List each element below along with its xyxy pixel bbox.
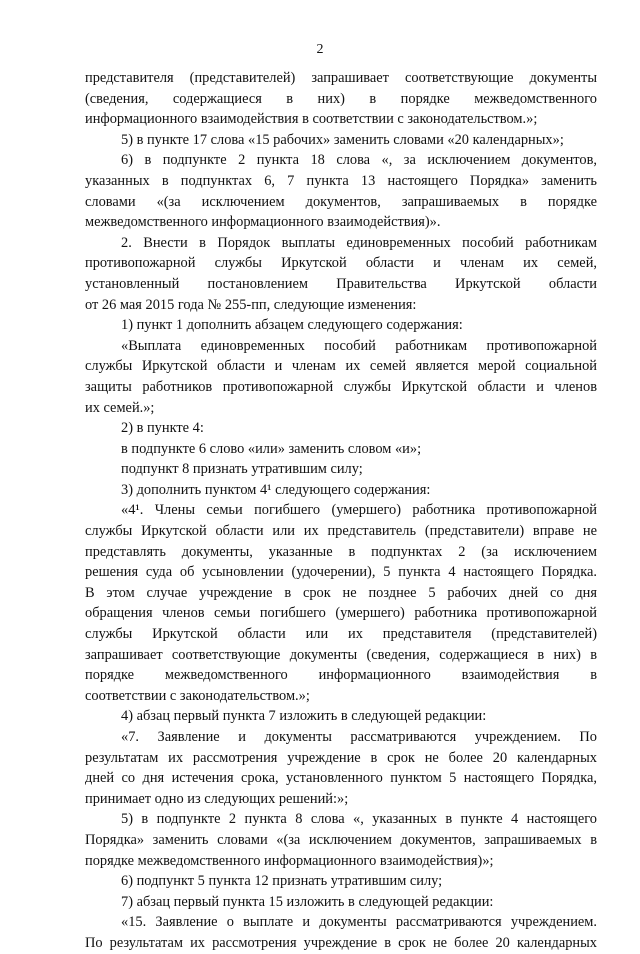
text-line: указанных в подпунктах 6, 7 пункта 13 настоящего Порядка» заменить [85,172,597,189]
text-line: службы Иркутской области и членам их семей является мерой социальной [85,358,597,375]
text-line: дней со дня истечения срока, установленного пунктом 5 настоящего Порядка, [85,770,597,787]
text-line: подпункт 8 признать утратившим силу; [121,461,363,478]
text-line: 5) в пункте 17 слова «15 рабочих» заменить словами «20 календарных»; [121,131,564,148]
text-line: 2) в пункте 4: [121,420,204,437]
page-number: 2 [316,42,324,57]
text-line: соответствии с законодательством.»; [85,687,310,704]
text-line: защиты работников противопожарной службы Иркутской области и членов [85,378,597,395]
text-line: 6) подпункт 5 пункта 12 признать утратившим силу; [121,873,443,890]
text-line: их семей.»; [85,399,155,416]
text-line: порядке межведомственного информационного взаимодействия)»; [85,852,494,869]
text-line: порядке межведомственного информационного взаимодействия в [85,667,597,684]
text-line: 5) в подпункте 2 пункта 8 слова «, указанных в пункте 4 настоящего [121,811,597,828]
text-line: «15. Заявление о выплате и документы рассматриваются учреждением. [121,914,597,931]
text-line: «4¹. Члены семьи погибшего (умершего) работника противопожарной [121,502,597,519]
text-line: противопожарной службы Иркутской области и членам их семей, [85,255,597,272]
text-line: службы Иркутской области или их представитель (представители) вправе не [85,523,597,540]
text-line: 4) абзац первый пункта 7 изложить в следующей редакции: [121,708,487,725]
text-line: информационного взаимодействия в соответствии с законодательством.»; [85,111,538,128]
text-line: службы Иркутской области или их представителя (представителей) [85,626,597,643]
text-line: обращения членов семьи погибшего (умершего) работника противопожарной [85,605,597,622]
text-line: «Выплата единовременных пособий работникам противопожарной [121,337,597,354]
text-line: представлять документы, указанные в подпунктах 2 (за исключением [85,543,597,560]
text-line: 1) пункт 1 дополнить абзацем следующего содержания: [121,317,463,334]
text-line: установленный постановлением Правительства Иркутской области [85,275,597,292]
text-line: словами «(за исключением документов, запрашиваемых в порядке [85,193,597,210]
text-line: решения суда об усыновлении (удочерении), 5 пункта 4 настоящего Порядка. [85,564,597,581]
text-line: межведомственного информационного взаимодействия)». [85,214,441,231]
text-line: 3) дополнить пунктом 4¹ следующего содержания: [121,481,431,498]
text-line: 6) в подпункте 2 пункта 18 слова «, за исключением документов, [121,152,597,169]
text-line: запрашивает соответствующие документы (сведения, содержащиеся в них) в [85,646,597,663]
text-line: В этом случае учреждение в срок не позднее 5 рабочих дней со дня [85,584,597,601]
text-line: По результатам их рассмотрения учреждение в срок не более 20 календарных [85,934,597,951]
text-line: 7) абзац первый пункта 15 изложить в следующей редакции: [121,893,494,910]
text-line: 2. Внести в Порядок выплаты единовременных пособий работникам [121,234,597,251]
text-line: в подпункте 6 слово «или» заменить словом «и»; [121,440,422,457]
text-line: (сведения, содержащиеся в них) в порядке межведомственного [85,90,597,107]
text-line: «7. Заявление и документы рассматриваются учреждением. По [121,729,597,745]
text-line: Порядка» заменить словами «(за исключением документов, запрашиваемых в [85,831,597,848]
text-line: принимает одно из следующих решений:»; [85,790,349,807]
document-body [85,68,597,954]
text-line: результатам их рассмотрения учреждение в срок не более 20 календарных [85,749,597,766]
text-line: представителя (представителей) запрашивает соответствующие документы [85,70,597,86]
text-line: от 26 мая 2015 года № 255-пп, следующие изменения: [85,296,417,313]
